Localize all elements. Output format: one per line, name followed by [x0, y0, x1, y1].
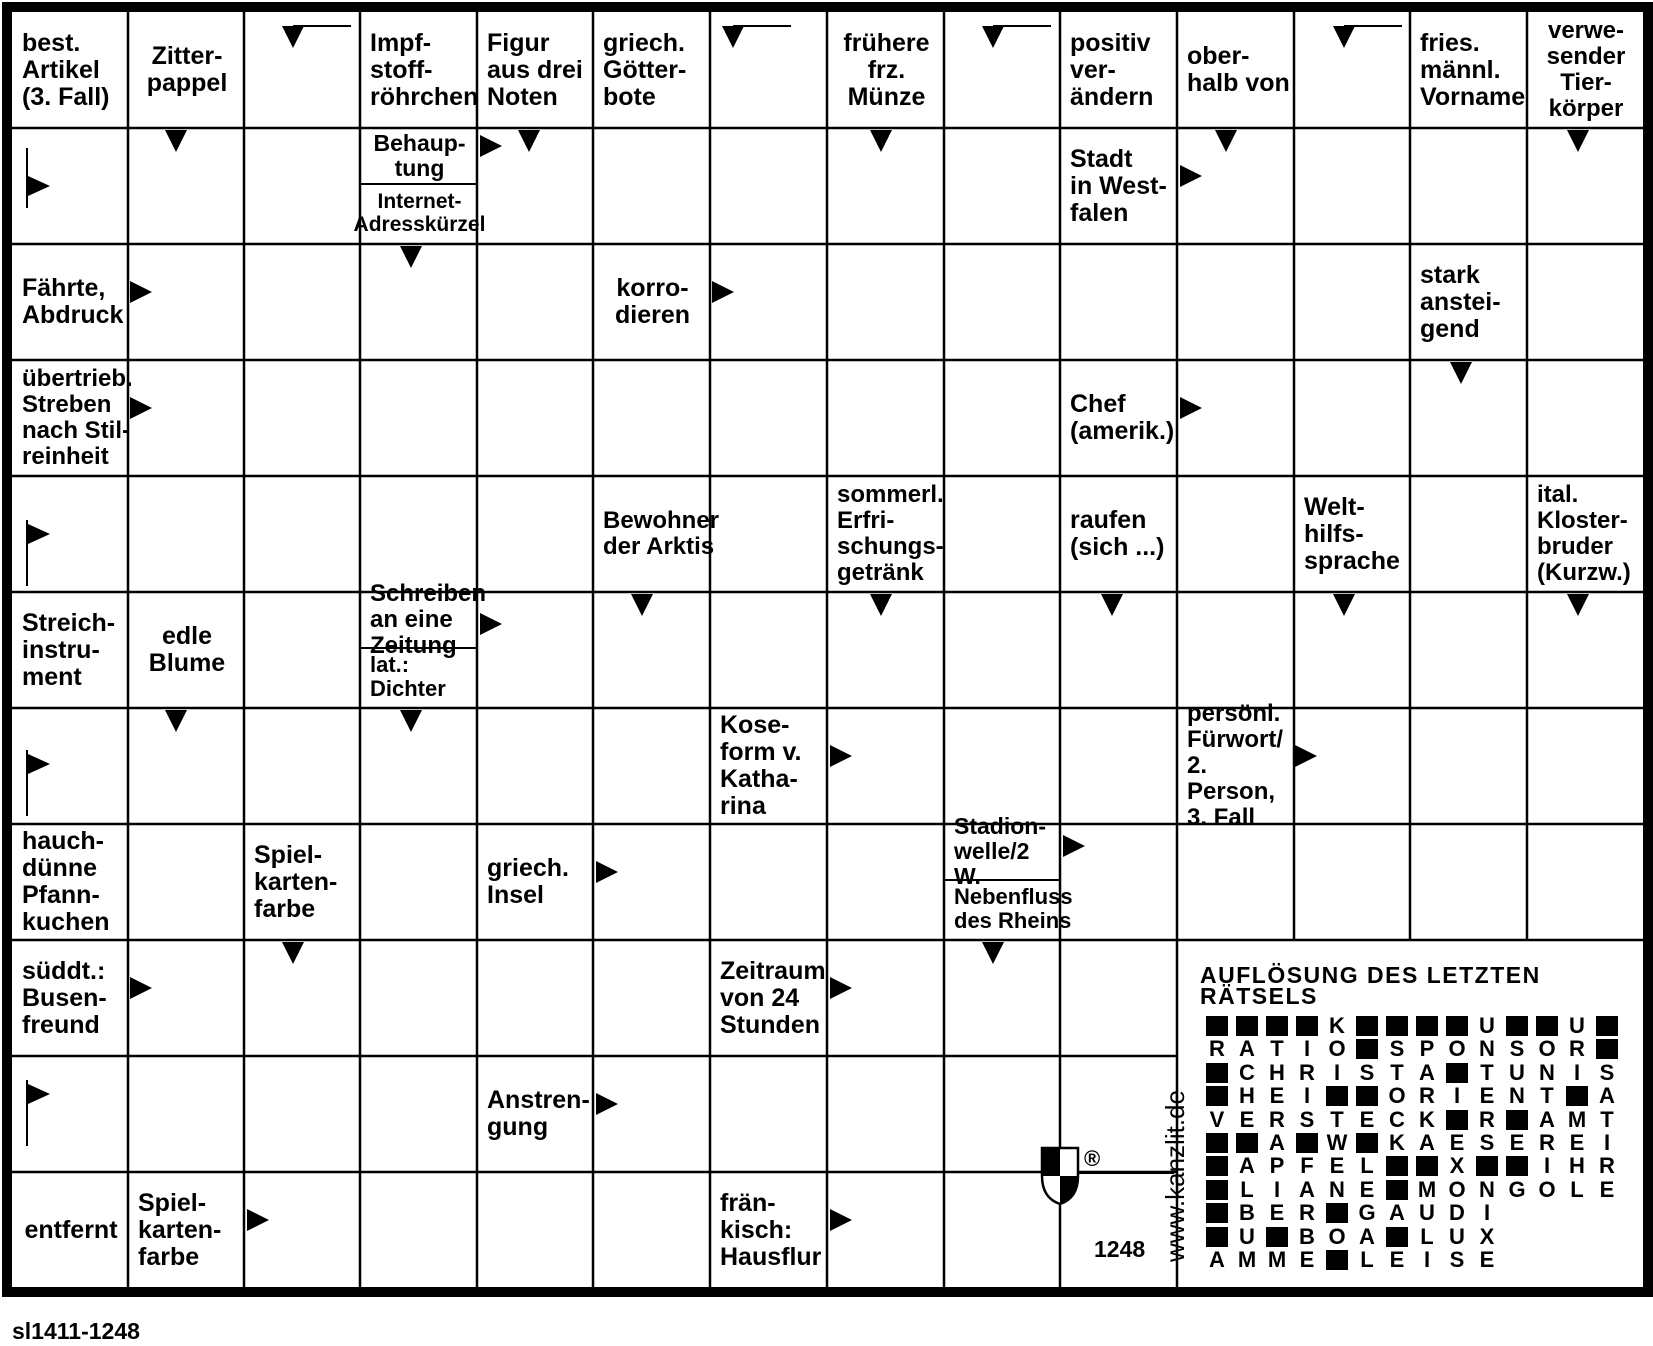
solution-block [1206, 1227, 1228, 1247]
solution-letter: I [1453, 1083, 1461, 1109]
solution-letter: O [1538, 1036, 1556, 1062]
answer-cell[interactable] [713, 479, 824, 589]
solution-letter: E [1479, 1083, 1495, 1109]
clue-impfstoffroehrchen: Impf- stoff- röhrchen [370, 28, 479, 111]
answer-cell[interactable] [363, 479, 474, 589]
answer-cell[interactable] [830, 827, 941, 937]
solution-block [1206, 1203, 1228, 1223]
answer-cell[interactable] [363, 1175, 474, 1284]
answer-cell[interactable] [1063, 827, 1174, 937]
answer-cell[interactable] [480, 247, 590, 357]
answer-cell[interactable] [596, 827, 707, 937]
solution-block [1596, 1016, 1618, 1036]
solution-letter: C [1239, 1059, 1255, 1085]
solution-letter: I [1543, 1153, 1551, 1179]
solution-block [1326, 1203, 1348, 1223]
solution-block [1206, 1156, 1228, 1176]
solution-block [1566, 1086, 1588, 1106]
answer-cell[interactable] [1180, 827, 1291, 937]
solution-block [1326, 1086, 1348, 1106]
solution-letter: P [1269, 1153, 1285, 1179]
answer-cell[interactable] [596, 1175, 707, 1284]
answer-cell[interactable] [15, 711, 125, 821]
solution-letter: U [1479, 1013, 1495, 1038]
clue-leserbrief: Schreiben an eine Zeitung [370, 579, 487, 659]
solution-block [1386, 1180, 1408, 1200]
solution-block [1506, 1110, 1528, 1130]
solution-letter: N [1479, 1176, 1495, 1202]
solution-letter: X [1449, 1153, 1465, 1179]
solution-letter: M [1267, 1247, 1287, 1272]
solution-block [1476, 1156, 1498, 1176]
solution-letter: M [1567, 1106, 1587, 1132]
solution-letter: S [1509, 1036, 1525, 1062]
solution-letter: T [1390, 1059, 1404, 1085]
answer-cell[interactable] [596, 363, 707, 473]
clue-erfrischungsgetraenk: sommerl. Erfri- schungs- getränk [837, 481, 944, 586]
clue-best-artikel: best. Artikel (3. Fall) [22, 28, 110, 111]
answer-cell[interactable] [363, 943, 474, 1053]
answer-cell[interactable] [1180, 595, 1291, 705]
answer-cell[interactable] [247, 479, 357, 589]
answer-cell[interactable] [1180, 479, 1291, 589]
solution-block [1356, 1016, 1378, 1036]
clue-pfannkuchen: hauch- dünne Pfann- kuchen [22, 827, 110, 936]
clue-stadt-westfalen: Stadt in West- falen [1070, 144, 1167, 227]
answer-cell[interactable] [713, 131, 824, 241]
solution-letter: P [1419, 1036, 1435, 1062]
answer-cell[interactable] [15, 131, 125, 241]
answer-cell[interactable] [1063, 595, 1174, 705]
solution-letter: A [1539, 1106, 1555, 1132]
answer-cell[interactable] [480, 595, 590, 705]
solution-letter: K [1419, 1106, 1435, 1132]
answer-cell[interactable] [1413, 363, 1524, 473]
answer-cell[interactable] [131, 1059, 241, 1169]
solution-letter: A [1389, 1200, 1405, 1226]
solution-block [1206, 1180, 1228, 1200]
answer-cell[interactable] [713, 363, 824, 473]
answer-cell[interactable] [480, 711, 590, 821]
solution-letter: E [1299, 1247, 1315, 1272]
solution-letter: S [1599, 1059, 1615, 1085]
answer-cell[interactable] [131, 827, 241, 937]
solution-letter: I [1303, 1036, 1311, 1062]
solution-block [1296, 1133, 1318, 1153]
solution-block [1266, 1016, 1288, 1036]
solution-letter: M [1237, 1247, 1257, 1272]
solution-block [1356, 1133, 1378, 1153]
clue-streichinstrument: Streich- instru- ment [22, 608, 116, 691]
clue-griech-insel: griech. Insel [487, 854, 569, 909]
clue-klosterbruder: ital. Kloster- bruder (Kurzw.) [1537, 481, 1631, 586]
solution-block [1326, 1250, 1348, 1270]
solution-letter: R [1209, 1036, 1225, 1062]
answer-cell[interactable] [131, 131, 241, 241]
answer-cell[interactable] [596, 711, 707, 821]
solution-letter: R [1599, 1153, 1615, 1179]
answer-cell[interactable] [830, 943, 941, 1053]
solution-block [1596, 1039, 1618, 1059]
answer-cell[interactable] [830, 1059, 941, 1169]
solution-letter: E [1269, 1083, 1285, 1109]
answer-cell[interactable] [247, 247, 357, 357]
solution-letter: T [1600, 1106, 1614, 1132]
answer-cell[interactable] [947, 15, 1057, 125]
solution-letter: E [1389, 1247, 1405, 1272]
solution-letter: U [1239, 1223, 1255, 1249]
clue-spielkartenfarbe-2: Spiel- karten- farbe [138, 1188, 222, 1271]
clue-persoenl-fuerwort: persönl. Fürwort/ 2. Person, 3. Fall [1187, 700, 1283, 831]
answer-cell[interactable] [713, 15, 824, 125]
answer-cell[interactable] [1413, 827, 1524, 937]
solution-letter: V [1209, 1106, 1225, 1132]
clue-spielkartenfarbe-1: Spiel- karten- farbe [254, 840, 338, 923]
answer-cell[interactable] [131, 479, 241, 589]
clue-nebenfluss-rhein: Nebenfluss des Rheins [954, 884, 1073, 933]
solution-letter: I [1573, 1059, 1581, 1085]
answer-cell[interactable] [247, 1175, 357, 1284]
solution-letter: C [1389, 1106, 1405, 1132]
solution-letter: N [1329, 1176, 1345, 1202]
solution-letter: I [1273, 1176, 1281, 1202]
solution-letter: I [1483, 1200, 1491, 1226]
solution-letter: E [1569, 1130, 1585, 1155]
answer-cell[interactable] [1180, 363, 1291, 473]
clue-behauptung: Behaup- tung [373, 129, 466, 181]
solution-letter: E [1329, 1153, 1345, 1179]
solution-letter: I [1333, 1059, 1341, 1085]
answer-cell[interactable] [480, 363, 590, 473]
solution-letter: O [1388, 1083, 1406, 1109]
solution-letter: T [1480, 1059, 1494, 1085]
answer-cell[interactable] [947, 247, 1057, 357]
clue-zeitraum-24h: Zeitraum von 24 Stunden [720, 956, 826, 1039]
answer-cell[interactable] [363, 1059, 474, 1169]
solution-letter: A [1239, 1153, 1255, 1179]
answer-cell[interactable] [363, 363, 474, 473]
solution-letter: I [1603, 1130, 1611, 1155]
clue-busenfreund: süddt.: Busen- freund [22, 956, 107, 1039]
solution-letter: O [1328, 1223, 1346, 1249]
website-url[interactable]: www.kanzlit.de [1160, 1090, 1190, 1262]
solution-block [1416, 1016, 1438, 1036]
solution-letter: O [1538, 1176, 1556, 1202]
answer-cell[interactable] [480, 131, 590, 241]
solution-letter: E [1509, 1130, 1525, 1155]
clue-figur-drei-noten: Figur aus drei Noten [487, 28, 583, 111]
solution-letter: T [1540, 1083, 1554, 1109]
answer-cell[interactable] [713, 595, 824, 705]
answer-cell[interactable] [15, 1059, 125, 1169]
answer-cell[interactable] [131, 711, 241, 821]
registered-mark: ® [1084, 1146, 1101, 1171]
answer-cell[interactable] [1063, 711, 1174, 821]
answer-cell[interactable] [131, 363, 241, 473]
solution-letter: A [1269, 1130, 1285, 1155]
solution-letter: H [1269, 1059, 1285, 1085]
answer-cell[interactable] [1413, 711, 1524, 821]
answer-cell[interactable] [596, 1059, 707, 1169]
answer-cell[interactable] [1063, 247, 1174, 357]
solution-letter: B [1299, 1223, 1315, 1249]
solution-block [1506, 1156, 1528, 1176]
clue-lat-dichter: lat.: Dichter [370, 652, 446, 701]
answer-cell[interactable] [247, 943, 357, 1053]
solution-block [1206, 1133, 1228, 1153]
solution-letter: M [1417, 1176, 1437, 1202]
clue-edle-blume: edle Blume [148, 622, 226, 677]
solution-letter: K [1389, 1130, 1405, 1155]
answer-cell[interactable] [947, 479, 1057, 589]
answer-cell[interactable] [830, 363, 941, 473]
solution-letter: O [1328, 1036, 1346, 1062]
answer-cell[interactable] [247, 15, 357, 125]
solution-block [1296, 1016, 1318, 1036]
answer-cell[interactable] [363, 247, 474, 357]
answer-cell[interactable] [947, 943, 1057, 1053]
answer-cell[interactable] [947, 711, 1057, 821]
answer-cell[interactable] [480, 479, 590, 589]
solution-letter: R [1419, 1083, 1435, 1109]
solution-letter: S [1479, 1130, 1495, 1155]
answer-cell[interactable] [1180, 131, 1291, 241]
clue-fries-vorname: fries. männl. Vorname [1420, 28, 1526, 111]
answer-cell[interactable] [713, 1059, 824, 1169]
solution-block [1206, 1086, 1228, 1106]
clue-oberhalb-von: ober- halb von [1187, 42, 1290, 97]
answer-cell[interactable] [363, 711, 474, 821]
solution-letter: A [1419, 1059, 1435, 1085]
solution-letter: S [1299, 1106, 1315, 1132]
answer-cell[interactable] [15, 479, 125, 589]
solution-letter: E [1449, 1130, 1465, 1155]
solution-letter: E [1359, 1176, 1375, 1202]
solution-letter: R [1569, 1036, 1585, 1062]
solution-letter: I [1423, 1247, 1431, 1272]
solution-letter: S [1449, 1247, 1465, 1272]
solution-block [1236, 1133, 1258, 1153]
clue-tierkoerper: verwe- sender Tier- körper [1546, 17, 1626, 122]
clue-goetterbote: griech. Götter- bote [603, 28, 687, 111]
answer-cell[interactable] [596, 131, 707, 241]
solution-block [1506, 1016, 1528, 1036]
solution-letter: K [1329, 1013, 1345, 1038]
solution-letter: L [1360, 1153, 1374, 1179]
answer-cell[interactable] [1530, 247, 1640, 357]
answer-cell[interactable] [363, 827, 474, 937]
answer-cell[interactable] [247, 711, 357, 821]
answer-cell[interactable] [947, 363, 1057, 473]
answer-cell[interactable] [830, 131, 941, 241]
answer-cell[interactable] [1297, 131, 1407, 241]
solution-letter: R [1299, 1200, 1315, 1226]
solution-letter: R [1479, 1106, 1495, 1132]
solution-letter: L [1360, 1247, 1374, 1272]
clue-stadionwelle: Stadion- welle/2 W. [954, 813, 1046, 890]
solution-letter: U [1419, 1200, 1435, 1226]
solution-letter: A [1419, 1130, 1435, 1155]
solution-block [1416, 1156, 1438, 1176]
puzzle-number: 1248 [1094, 1236, 1146, 1262]
answer-cell[interactable] [247, 131, 357, 241]
clue-bewohner-arktis: Bewohner der Arktis [603, 507, 720, 560]
solution-letter: A [1209, 1247, 1225, 1272]
answer-cell[interactable] [1530, 595, 1640, 705]
solution-block [1206, 1063, 1228, 1083]
clue-welthilfssprache: Welt- hilfs- sprache [1304, 492, 1400, 575]
answer-cell[interactable] [947, 131, 1057, 241]
solution-letter: H [1569, 1153, 1585, 1179]
solution-letter: I [1303, 1083, 1311, 1109]
solution-letter: L [1420, 1223, 1434, 1249]
answer-cell[interactable] [1297, 15, 1407, 125]
clue-stilreinheit: übertrieb. Streben nach Stil- reinheit [22, 365, 133, 470]
answer-cell[interactable] [596, 595, 707, 705]
clue-koseform-katharina: Kose- form v. Katha- rina [720, 711, 802, 820]
publisher-logo-icon [1040, 1146, 1108, 1211]
answer-cell[interactable] [713, 247, 824, 357]
solution-block [1386, 1156, 1408, 1176]
footer-code: sl1411-1248 [12, 1318, 140, 1344]
solution-letter: S [1389, 1036, 1405, 1062]
solution-block [1356, 1086, 1378, 1106]
answer-cell[interactable] [830, 595, 941, 705]
solution-letter: N [1539, 1059, 1555, 1085]
solution-letter: U [1509, 1059, 1525, 1085]
answer-cell[interactable] [131, 943, 241, 1053]
solution-block [1386, 1227, 1408, 1247]
answer-cell[interactable] [1297, 247, 1407, 357]
answer-cell[interactable] [131, 247, 241, 357]
clue-zitterpappel: Zitter- pappel [146, 42, 228, 97]
solution-letter: O [1448, 1036, 1466, 1062]
answer-cell[interactable] [596, 943, 707, 1053]
solution-letter: E [1269, 1200, 1285, 1226]
solution-letter: X [1479, 1223, 1495, 1249]
solution-letter: D [1449, 1200, 1465, 1226]
solution-letter: B [1239, 1200, 1255, 1226]
answer-cell[interactable] [1297, 711, 1407, 821]
solution-block [1446, 1016, 1468, 1036]
solution-letter: A [1239, 1036, 1255, 1062]
solution-letter: R [1299, 1059, 1315, 1085]
solution-letter: A [1299, 1176, 1315, 1202]
solution-letter: T [1330, 1106, 1344, 1132]
clue-raufen: raufen (sich ...) [1070, 506, 1165, 561]
answer-cell[interactable] [1530, 711, 1640, 821]
clue-korrodieren: korro- dieren [614, 274, 691, 329]
answer-cell[interactable] [1413, 595, 1524, 705]
solution-letter: H [1239, 1083, 1255, 1109]
solution-block [1236, 1016, 1258, 1036]
answer-cell[interactable] [480, 1175, 590, 1284]
clue-anstrengung: Anstren- gung [487, 1086, 590, 1141]
solution-letter: U [1569, 1013, 1585, 1038]
answer-cell[interactable] [1530, 363, 1640, 473]
answer-cell[interactable] [1063, 943, 1174, 1053]
answer-cell[interactable] [1297, 595, 1407, 705]
clue-chef: Chef (amerik.) [1070, 390, 1175, 445]
solution-letter: E [1359, 1106, 1375, 1132]
solution-block [1386, 1016, 1408, 1036]
solution-block [1536, 1016, 1558, 1036]
clue-entfernt: entfernt [24, 1215, 118, 1244]
answer-cell[interactable] [1297, 363, 1407, 473]
clue-positiv-veraendern: positiv ver- ändern [1070, 28, 1154, 111]
answer-cell[interactable] [247, 1059, 357, 1169]
solution-letter: U [1449, 1223, 1465, 1249]
clue-fruehere-muenze: frühere frz. Münze [843, 28, 930, 111]
solution-letter: E [1479, 1247, 1495, 1272]
solution-letter: W [1326, 1130, 1348, 1155]
solution-letter: T [1270, 1036, 1284, 1062]
answer-cell[interactable] [247, 595, 357, 705]
clue-stark-ansteigend: stark anstei- gend [1420, 260, 1501, 343]
solution-block [1266, 1227, 1288, 1247]
answer-cell[interactable] [1413, 479, 1524, 589]
solution-letter: F [1300, 1153, 1314, 1179]
answer-cell[interactable] [1297, 827, 1407, 937]
solution-letter: S [1359, 1059, 1375, 1085]
answer-cell[interactable] [1180, 247, 1291, 357]
solution-letter: L [1240, 1176, 1254, 1202]
solution-letter: N [1479, 1036, 1495, 1062]
solution-letter: L [1570, 1176, 1584, 1202]
solution-letter: G [1358, 1200, 1376, 1226]
solution-title: AUFLÖSUNG DES LETZTEN RÄTSELS [1200, 962, 1541, 1009]
answer-cell[interactable] [247, 363, 357, 473]
solution-block [1446, 1110, 1468, 1130]
solution-letter: R [1539, 1130, 1555, 1155]
solution-letter: R [1269, 1106, 1285, 1132]
answer-cell[interactable] [830, 711, 941, 821]
clue-hausflur: frän- kisch: Hausflur [720, 1188, 822, 1271]
answer-cell[interactable] [1530, 131, 1640, 241]
answer-cell[interactable] [830, 1175, 941, 1284]
clue-internet-kuerzel: Internet- Adresskürzel [353, 190, 486, 236]
solution-block [1356, 1039, 1378, 1059]
answer-cell[interactable] [713, 827, 824, 937]
solution-block [1446, 1063, 1468, 1083]
solution-letter: G [1508, 1176, 1526, 1202]
answer-cell[interactable] [947, 595, 1057, 705]
answer-cell[interactable] [1413, 131, 1524, 241]
solution-letter: A [1599, 1083, 1615, 1109]
solution-letter: N [1509, 1083, 1525, 1109]
solution-letter: A [1359, 1223, 1375, 1249]
clue-faehrte: Fährte, Abdruck [22, 274, 124, 329]
solution-letter: E [1239, 1106, 1255, 1132]
answer-cell[interactable] [480, 943, 590, 1053]
solution-block [1206, 1016, 1228, 1036]
answer-cell[interactable] [830, 247, 941, 357]
answer-cell[interactable] [1530, 827, 1640, 937]
solution-letter: E [1599, 1176, 1615, 1202]
solution-letter: O [1448, 1176, 1466, 1202]
